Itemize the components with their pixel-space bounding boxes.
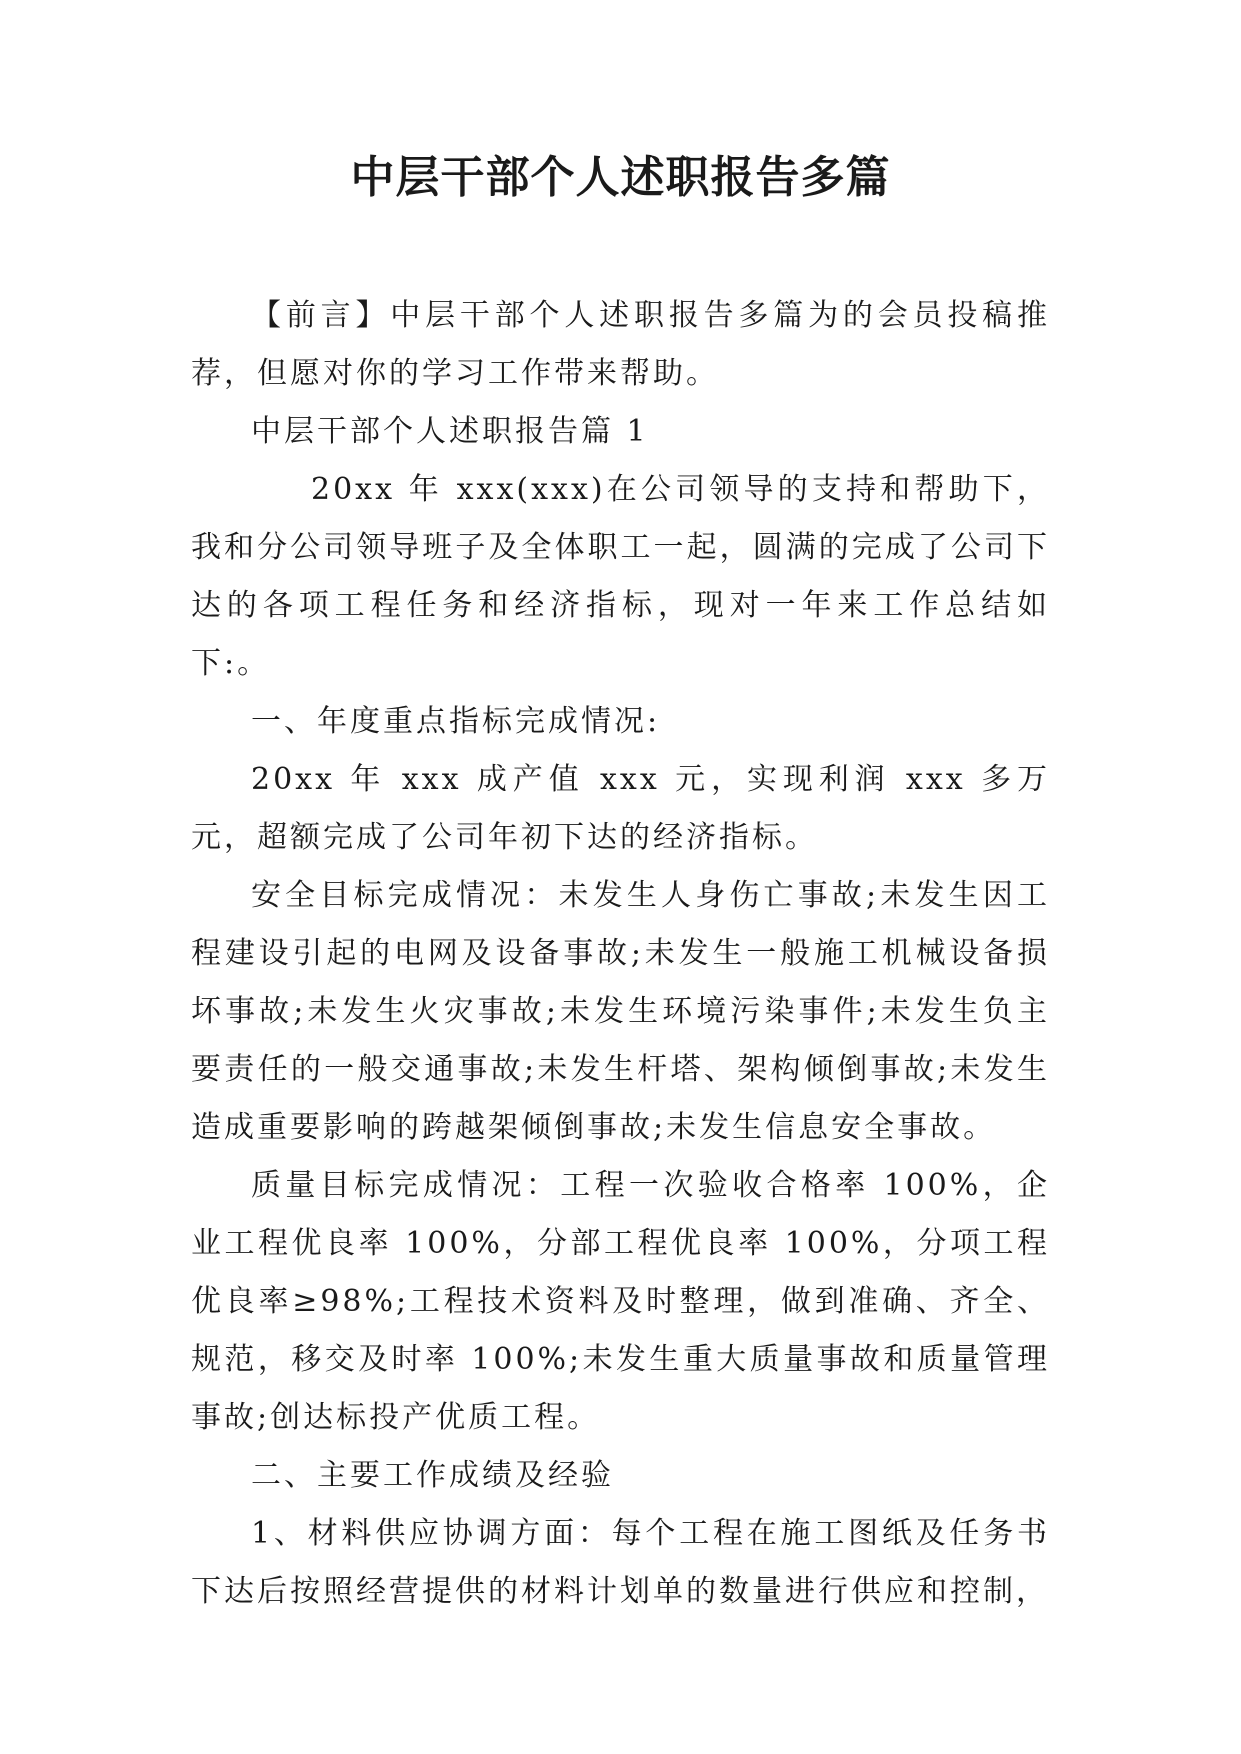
paragraph-preface: 【前言】中层干部个人述职报告多篇为的会员投稿推荐，但愿对你的学习工作带来帮助。 <box>191 298 1050 391</box>
paragraph-intro: 20xx 年 xxx(xxx)在公司领导的支持和帮助下，我和分公司领导班子及全体职工一起，圆满的完成了公司下达的各项工程任务和经济指标，现对一年来工作总结如下:。 <box>191 472 1050 681</box>
paragraph-material-supply: 1、材料供应协调方面：每个工程在施工图纸及任务书下达后按照经营提供的材料计划单的数量进行供应和控制， <box>191 1516 1050 1609</box>
document-body <box>191 287 1050 1621</box>
section-heading-key-indicators: 一、年度重点指标完成情况: <box>251 704 661 739</box>
paragraph-output-profit: 20xx 年 xxx 成产值 xxx 元，实现利润 xxx 多万元，超额完成了公司年初下达的经济指标。 <box>191 762 1050 855</box>
section-heading-achievements: 二、主要工作成绩及经验 <box>251 1458 614 1493</box>
paragraph-quality-goals: 质量目标完成情况：工程一次验收合格率 100%，企业工程优良率 100%，分部工程优良率 100%，分项工程优良率≥98%;工程技术资料及时整理，做到准确、齐全、规范，移交及时率 100%;未发生重大质量事故和质量管理事故;创达标投产优质工程。 <box>191 1168 1050 1435</box>
paragraph-safety-goals: 安全目标完成情况：未发生人身伤亡事故;未发生因工程建设引起的电网及设备事故;未发生一般施工机械设备损坏事故;未发生火灾事故;未发生环境污染事件;未发生负主要责任的一般交通事故;未发生杆塔、架构倾倒事故;未发生造成重要影响的跨越架倾倒事故;未发生信息安全事故。 <box>191 878 1050 1145</box>
section-heading-report-1: 中层干部个人述职报告篇 1 <box>251 414 649 449</box>
document-title: 中层干部个人述职报告多篇 <box>350 152 891 203</box>
